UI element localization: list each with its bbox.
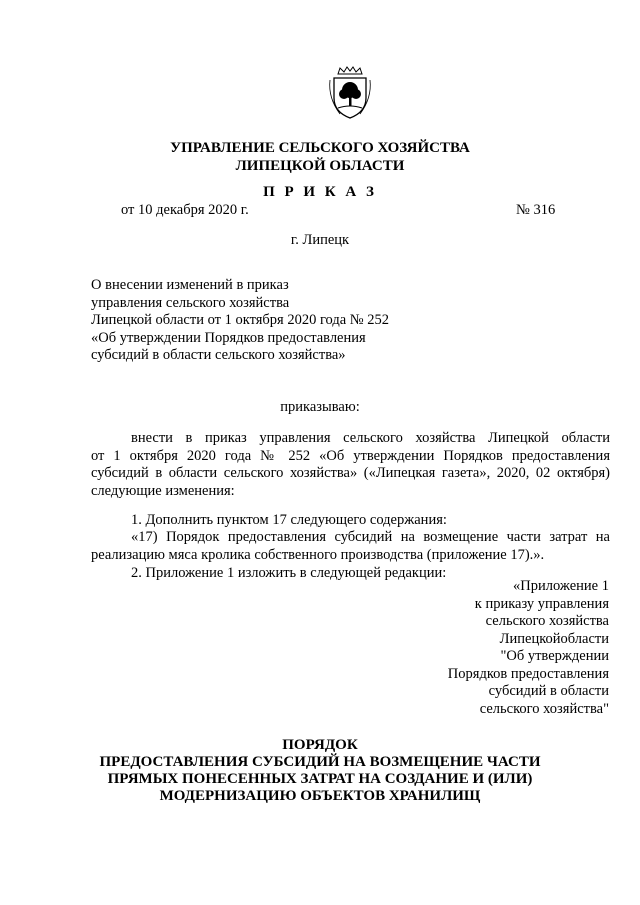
appendix-line: к приказу управления bbox=[474, 595, 609, 612]
item-1: 1. Дополнить пунктом 17 следующего содержания: bbox=[131, 512, 447, 528]
intro-line: внести в приказ управления сельского хозяйства Липецкой области bbox=[131, 430, 610, 446]
procedure-title-line: ПРЯМЫХ ПОНЕСЕННЫХ ЗАТРАТ НА СОЗДАНИЕ И (ИЛИ) bbox=[107, 771, 533, 787]
order-directive: приказываю: bbox=[280, 399, 360, 415]
subject-line: Липецкой области от 1 октября 2020 года № 252 bbox=[91, 312, 390, 328]
appendix-line: субсидий в области bbox=[488, 683, 609, 699]
quote-line: реализацию мяса кролика собственного производства (приложение 17).». bbox=[91, 546, 545, 563]
appendix-line: Порядков предоставления bbox=[447, 665, 609, 682]
appendix-line: сельского хозяйства bbox=[485, 613, 609, 629]
appendix-line: "Об утверждении bbox=[500, 648, 609, 664]
intro-paragraph bbox=[91, 430, 610, 500]
department-name-line2: ЛИПЕЦКОЙ ОБЛАСТИ bbox=[235, 158, 405, 174]
item-1-quote bbox=[91, 529, 610, 564]
item-2: 2. Приложение 1 изложить в следующей редакции: bbox=[131, 565, 447, 581]
intro-line: следующие изменения: bbox=[91, 482, 235, 499]
document-type: П Р И К А З bbox=[263, 184, 377, 200]
subject-line: управления сельского хозяйства bbox=[91, 294, 290, 311]
subject-line: О внесении изменений в приказ bbox=[91, 277, 289, 293]
document-subject bbox=[91, 277, 411, 365]
appendix-line: Липецкойобласти bbox=[499, 630, 609, 647]
document-city: г. Липецк bbox=[290, 232, 350, 248]
appendix-header bbox=[448, 578, 609, 718]
quote-line: «17) Порядок предоставления субсидий на возмещение части затрат на bbox=[131, 529, 610, 545]
appendix-line: сельского хозяйства" bbox=[479, 700, 609, 717]
procedure-title-line: ПРЕДОСТАВЛЕНИЯ СУБСИДИЙ НА ВОЗМЕЩЕНИЕ ЧАСТИ bbox=[99, 754, 541, 770]
document-date: от 10 декабря 2020 г. bbox=[121, 202, 249, 218]
document-number: № 316 bbox=[516, 202, 556, 218]
subject-line: субсидий в области сельского хозяйства» bbox=[91, 347, 346, 363]
department-name-line1: УПРАВЛЕНИЕ СЕЛЬСКОГО ХОЗЯЙСТВА bbox=[170, 140, 470, 156]
procedure-title-line: МОДЕРНИЗАЦИЮ ОБЪЕКТОВ ХРАНИЛИЩ bbox=[159, 788, 481, 804]
intro-line: субсидий в области сельского хозяйства» («Липецкая газета», 2020, 02 октября) bbox=[91, 465, 610, 481]
subject-line: «Об утверждении Порядков предоставления bbox=[91, 329, 366, 346]
procedure-title: ПОРЯДОК bbox=[282, 737, 358, 753]
appendix-line: «Приложение 1 bbox=[513, 578, 609, 594]
lipetsk-coat-of-arms-icon bbox=[326, 66, 374, 120]
intro-line: от 1 октября 2020 года № 252 «Об утверждении Порядков предоставления bbox=[91, 447, 610, 464]
